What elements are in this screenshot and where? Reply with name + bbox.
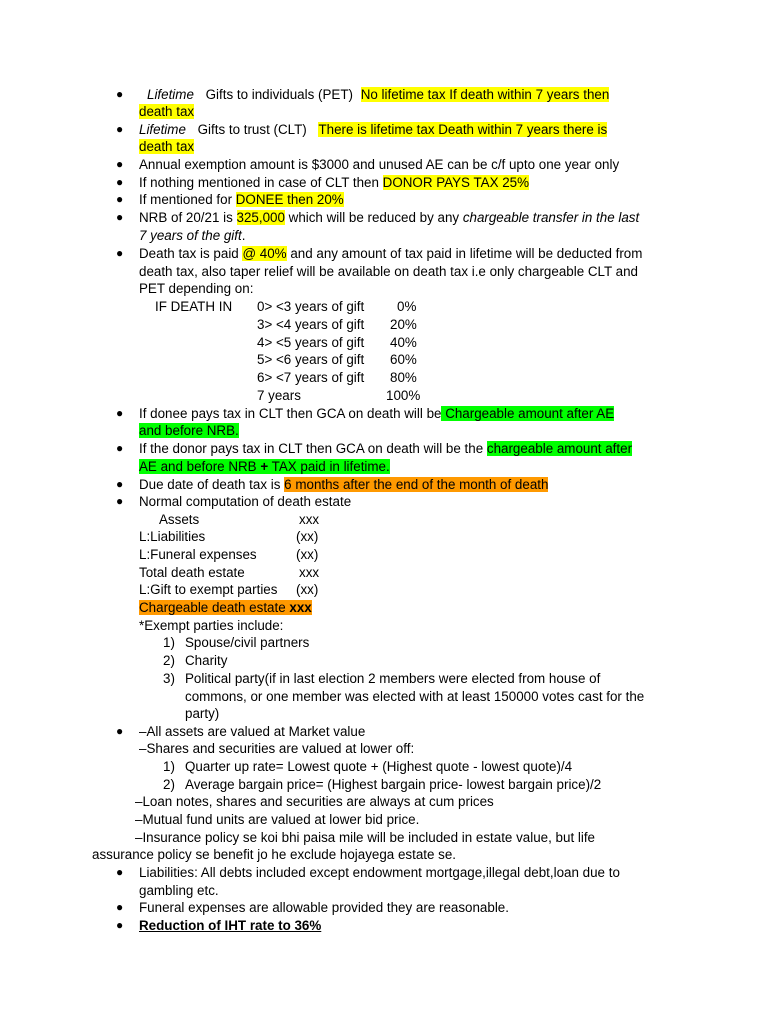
exempt-item: Charity — [185, 653, 228, 668]
bullet-dot: ● — [116, 246, 124, 260]
chargeable-estate-highlight — [139, 600, 312, 615]
nrb-italic: chargeable transfer in the last — [462, 210, 640, 225]
nrb-highlight: 325,000 — [236, 210, 285, 225]
donor-gca-line — [139, 440, 632, 457]
iht-reduction-heading — [139, 917, 321, 934]
nrb-pre: NRB of 20/21 is — [139, 210, 237, 225]
exempt-item-line-3: party) — [185, 706, 220, 721]
clt-highlight-2: death tax — [139, 139, 195, 154]
exempt-num: 3) — [163, 671, 175, 686]
pet-line — [147, 86, 609, 103]
death-tax-line-2: death tax, also taper relief will be available on death tax i.e only chargeable CLT and — [139, 264, 638, 279]
bullet-dot: ● — [116, 918, 124, 932]
valuation-sub-item: Quarter up rate= Lowest quote + (Highest quote - lowest quote)/4 — [185, 759, 573, 774]
bullet-dot: ● — [116, 122, 124, 136]
pet-line-2 — [139, 103, 194, 120]
pet-highlight-2: death tax — [139, 104, 195, 119]
valuation-line: –Mutual fund units are valued at lower bid price. — [135, 812, 420, 827]
valuation-num: 2) — [163, 777, 175, 792]
pet-highlight: No lifetime tax If death within 7 years then — [360, 87, 610, 102]
taper-pct: 20% — [390, 317, 417, 332]
bullet-dot: ● — [116, 724, 124, 738]
taper-label: IF DEATH IN — [155, 299, 233, 314]
donor-gca-hl-a: AE and before NRB — [139, 459, 261, 474]
taper-period: 3> <4 years of gift — [257, 317, 365, 332]
bullet-dot: ● — [116, 865, 124, 879]
exempt-item: Political party(if in last election 2 members were elected from house of — [185, 671, 601, 686]
taper-pct: 60% — [390, 352, 417, 367]
bullet-dot: ● — [116, 87, 124, 101]
chargeable-estate-line — [139, 599, 312, 616]
taper-pct: 100% — [386, 388, 421, 403]
clt-highlight: There is lifetime tax Death within 7 years there is — [318, 122, 608, 137]
clt-line-2 — [139, 138, 194, 155]
death-tax-line — [139, 245, 642, 262]
estate-label: Total death estate — [139, 565, 245, 580]
estate-value: (xx) — [296, 582, 319, 597]
bullet-dot: ● — [116, 192, 124, 206]
donor-pays-highlight: DONOR PAYS TAX 25% — [382, 175, 530, 190]
taper-period: 5> <6 years of gift — [257, 352, 365, 367]
valuation-line: assurance policy se benefit jo he exclude hojayega estate se. — [92, 847, 457, 862]
bullet-dot: ● — [116, 406, 124, 420]
bullet-dot: ● — [116, 477, 124, 491]
clt-italic: Lifetime — [139, 122, 186, 137]
iht-reduction-text: Reduction of IHT rate to 36% — [139, 918, 322, 933]
bullet-dot: ● — [116, 157, 124, 171]
liabilities-line-2: gambling etc. — [139, 883, 219, 898]
estate-value: xxx — [299, 565, 320, 580]
donee-gca-line-2 — [139, 422, 239, 439]
death-tax-highlight: @ 40% — [242, 246, 287, 261]
chargeable-estate-value: xxx — [289, 600, 312, 615]
due-date-highlight: 6 months after the end of the month of death — [284, 477, 549, 492]
donor-pays-line — [139, 174, 529, 191]
valuation-line: –Loan notes, shares and securities are always at cum prices — [135, 794, 494, 809]
due-date-text: Due date of death tax is — [139, 477, 285, 492]
donee-gca-highlight-2: and before NRB. — [139, 423, 239, 438]
nrb-line — [139, 209, 639, 226]
exempt-item: Spouse/civil partners — [185, 635, 310, 650]
taper-pct: 80% — [390, 370, 417, 385]
exempt-num: 2) — [163, 653, 175, 668]
valuation-num: 1) — [163, 759, 175, 774]
taper-pct: 0% — [397, 299, 417, 314]
plus-sign: + — [260, 459, 269, 474]
donor-pays-text: If nothing mentioned in case of CLT then — [139, 175, 383, 190]
donor-gca-highlight-2 — [139, 459, 390, 474]
valuation-line: –Insurance policy se koi bhi paisa mile will be included in estate value, but life — [135, 830, 596, 845]
nrb-post: which will be reduced by any — [284, 210, 463, 225]
bullet-dot: ● — [116, 210, 124, 224]
donee-highlight: DONEE then 20% — [235, 192, 344, 207]
estate-value: (xx) — [296, 529, 319, 544]
computation-heading: Normal computation of death estate — [139, 494, 352, 509]
estate-label: Assets — [159, 512, 200, 527]
donor-gca-highlight: chargeable amount after — [486, 441, 633, 456]
annual-exemption-line: Annual exemption amount is $3000 and unused AE can be c/f upto one year only — [139, 157, 620, 172]
valuation-line: –Shares and securities are valued at lower off: — [139, 741, 415, 756]
estate-label: L:Liabilities — [139, 529, 206, 544]
death-tax-post: and any amount of tax paid in lifetime will be deducted from — [286, 246, 643, 261]
clt-text: Gifts to trust (CLT) — [193, 122, 311, 137]
valuation-line: –All assets are valued at Market value — [139, 724, 366, 739]
donee-gca-line — [139, 405, 614, 422]
exempt-heading: *Exempt parties include: — [139, 618, 284, 633]
funeral-line: Funeral expenses are allowable provided they are reasonable. — [139, 900, 509, 915]
donor-gca-line-2 — [139, 458, 390, 475]
liabilities-line: Liabilities: All debts included except endowment mortgage,illegal debt,loan due to — [139, 865, 620, 880]
nrb-end: . — [241, 228, 246, 243]
nrb-line-2 — [139, 227, 245, 244]
donee-text: If mentioned for — [139, 192, 236, 207]
bullet-dot: ● — [116, 900, 124, 914]
due-date-line — [139, 476, 548, 493]
donee-line — [139, 191, 344, 208]
estate-value: xxx — [299, 512, 320, 527]
estate-label: L:Funeral expenses — [139, 547, 257, 562]
exempt-num: 1) — [163, 635, 175, 650]
bullet-dot: ● — [116, 441, 124, 455]
donee-gca-highlight: Chargeable amount after AE — [441, 406, 615, 421]
donor-gca-hl-b: TAX paid in lifetime. — [268, 459, 390, 474]
clt-line — [139, 121, 607, 138]
taper-period: 7 years — [257, 388, 301, 403]
estate-label: L:Gift to exempt parties — [139, 582, 278, 597]
taper-period: 4> <5 years of gift — [257, 335, 365, 350]
estate-value: (xx) — [296, 547, 319, 562]
taper-period: 6> <7 years of gift — [257, 370, 365, 385]
bullet-dot: ● — [116, 494, 124, 508]
bullet-dot: ● — [116, 175, 124, 189]
death-tax-line-3: PET depending on: — [139, 281, 254, 296]
taper-period: 0> <3 years of gift — [257, 299, 365, 314]
nrb-italic-2: 7 years of the gift — [139, 228, 242, 243]
pet-italic: Lifetime — [147, 87, 194, 102]
valuation-sub-item: Average bargain price= (Highest bargain price- lowest bargain price)/2 — [185, 777, 602, 792]
donor-gca-text: If the donor pays tax in CLT then GCA on death will be the — [139, 441, 487, 456]
chargeable-estate-label: Chargeable death estate — [139, 600, 290, 615]
taper-pct: 40% — [390, 335, 417, 350]
death-tax-pre: Death tax is paid — [139, 246, 243, 261]
pet-text: Gifts to individuals (PET) — [201, 87, 357, 102]
exempt-item-line-2: commons, or one member was elected with at least 150000 votes cast for the — [185, 689, 645, 704]
donee-gca-text: If donee pays tax in CLT then GCA on death will be — [139, 406, 442, 421]
